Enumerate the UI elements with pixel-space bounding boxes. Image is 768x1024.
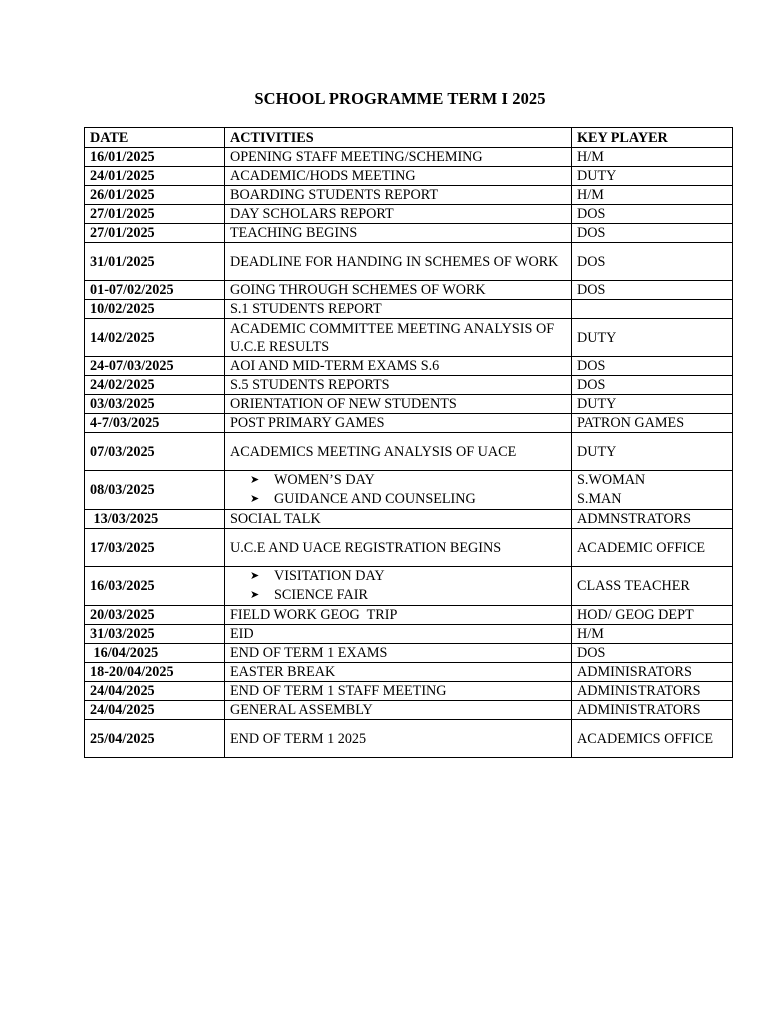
activity-bullet-list [230, 567, 566, 605]
table-row [85, 224, 733, 243]
activity-cell: END OF TERM 1 EXAMS [225, 644, 572, 663]
key-player-cell: ADMINISTRATORS [572, 701, 733, 720]
date-cell: 4-7/03/2025 [85, 414, 225, 433]
date-cell: 24/04/2025 [85, 701, 225, 720]
table-row [85, 148, 733, 167]
table-row [85, 625, 733, 644]
table-row [85, 395, 733, 414]
table-row [85, 205, 733, 224]
activity-cell: END OF TERM 1 2025 [225, 720, 572, 758]
key-player-line: S.MAN [577, 491, 622, 507]
date-cell: 14/02/2025 [85, 319, 225, 357]
table-row [85, 701, 733, 720]
page-title: SCHOOL PROGRAMME TERM I 2025 [254, 89, 546, 108]
key-player-cell: DOS [572, 205, 733, 224]
table-row [85, 300, 733, 319]
activity-cell: DAY SCHOLARS REPORT [225, 205, 572, 224]
activity-cell: GOING THROUGH SCHEMES OF WORK [225, 281, 572, 300]
activity-cell: END OF TERM 1 STAFF MEETING [225, 682, 572, 701]
table-row [85, 682, 733, 701]
activity-cell: DEADLINE FOR HANDING IN SCHEMES OF WORK [225, 243, 572, 281]
table-row [85, 567, 733, 606]
table-row [85, 720, 733, 758]
key-player-cell: ADMNSTRATORS [572, 510, 733, 529]
list-item: ➤ VISITATION DAY [250, 568, 385, 584]
date-cell: 17/03/2025 [85, 529, 225, 567]
key-player-cell: ACADEMIC OFFICE [572, 529, 733, 567]
activity-cell: ACADEMIC/HODS MEETING [225, 167, 572, 186]
activity-cell: ACADEMIC COMMITTEE MEETING ANALYSIS OF U.C.E RESULTS [225, 319, 572, 357]
table-row [85, 357, 733, 376]
date-cell: 27/01/2025 [85, 224, 225, 243]
header-activities: ACTIVITIES [225, 128, 572, 148]
arrow-bullet-icon: ➤ [250, 589, 260, 601]
date-cell: 13/03/2025 [85, 510, 225, 529]
activity-cell: U.C.E AND UACE REGISTRATION BEGINS [225, 529, 572, 567]
key-player-cell: H/M [572, 148, 733, 167]
table-row [85, 471, 733, 510]
date-cell: 24/02/2025 [85, 376, 225, 395]
list-item: ➤ GUIDANCE AND COUNSELING [250, 491, 476, 507]
date-cell: 26/01/2025 [85, 186, 225, 205]
activity-cell: ORIENTATION OF NEW STUDENTS [225, 395, 572, 414]
list-item: ➤ SCIENCE FAIR [250, 587, 368, 603]
date-cell: 24/01/2025 [85, 167, 225, 186]
table-row [85, 433, 733, 471]
table-row [85, 644, 733, 663]
key-player-cell: ADMINISTRATORS [572, 682, 733, 701]
activity-cell: OPENING STAFF MEETING/SCHEMING [225, 148, 572, 167]
date-cell: 16/01/2025 [85, 148, 225, 167]
header-key-player: KEY PLAYER [572, 128, 733, 148]
key-player-cell: DUTY [572, 395, 733, 414]
table-row [85, 319, 733, 357]
activity-cell: SOCIAL TALK [225, 510, 572, 529]
table-row [85, 510, 733, 529]
header-date: DATE [85, 128, 225, 148]
date-cell: 10/02/2025 [85, 300, 225, 319]
key-player-cell: H/M [572, 625, 733, 644]
date-cell: 07/03/2025 [85, 433, 225, 471]
key-player-cell: ACADEMICS OFFICE [572, 720, 733, 758]
key-player-cell: HOD/ GEOG DEPT [572, 606, 733, 625]
activity-cell: POST PRIMARY GAMES [225, 414, 572, 433]
table-row [85, 376, 733, 395]
activity-cell: EID [225, 625, 572, 644]
date-cell: 16/03/2025 [85, 567, 225, 606]
key-player-cell: DUTY [572, 433, 733, 471]
key-player-cell: DUTY [572, 319, 733, 357]
activity-cell: S.5 STUDENTS REPORTS [225, 376, 572, 395]
activity-cell: GENERAL ASSEMBLY [225, 701, 572, 720]
activity-cell: ACADEMICS MEETING ANALYSIS OF UACE [225, 433, 572, 471]
table-row [85, 243, 733, 281]
date-cell: 24-07/03/2025 [85, 357, 225, 376]
key-player-cell: ADMINISRATORS [572, 663, 733, 682]
table-row [85, 167, 733, 186]
key-player-cell: DOS [572, 243, 733, 281]
activity-cell: FIELD WORK GEOG TRIP [225, 606, 572, 625]
activity-cell: AOI AND MID-TERM EXAMS S.6 [225, 357, 572, 376]
activity-cell: BOARDING STUDENTS REPORT [225, 186, 572, 205]
table-header-row [85, 128, 733, 148]
key-player-cell [572, 300, 733, 319]
key-player-cell: DOS [572, 224, 733, 243]
date-cell: 27/01/2025 [85, 205, 225, 224]
date-cell: 18-20/04/2025 [85, 663, 225, 682]
table-row [85, 281, 733, 300]
arrow-bullet-icon: ➤ [250, 570, 260, 582]
programme-table [84, 127, 733, 758]
key-player-cell: DOS [572, 281, 733, 300]
activity-cell: S.1 STUDENTS REPORT [225, 300, 572, 319]
date-cell: 31/03/2025 [85, 625, 225, 644]
table-row [85, 186, 733, 205]
key-player-cell: DOS [572, 376, 733, 395]
key-player-cell: DUTY [572, 167, 733, 186]
key-player-cell: DOS [572, 644, 733, 663]
table-row [85, 663, 733, 682]
arrow-bullet-icon: ➤ [250, 474, 260, 486]
key-player-cell: DOS [572, 357, 733, 376]
date-cell: 20/03/2025 [85, 606, 225, 625]
date-cell: 24/04/2025 [85, 682, 225, 701]
key-player-line: S.WOMAN [577, 472, 646, 488]
table-row [85, 606, 733, 625]
table-row [85, 529, 733, 567]
date-cell: 25/04/2025 [85, 720, 225, 758]
date-cell: 01-07/02/2025 [85, 281, 225, 300]
activity-cell: EASTER BREAK [225, 663, 572, 682]
key-player-cell: H/M [572, 186, 733, 205]
activity-cell [225, 471, 572, 510]
activity-bullet-list [230, 471, 566, 509]
date-cell: 08/03/2025 [85, 471, 225, 510]
key-player-cell: PATRON GAMES [572, 414, 733, 433]
key-player-cell: CLASS TEACHER [572, 567, 733, 606]
date-cell: 31/01/2025 [85, 243, 225, 281]
date-cell: 03/03/2025 [85, 395, 225, 414]
arrow-bullet-icon: ➤ [250, 493, 260, 505]
list-item: ➤ WOMEN’S DAY [250, 472, 375, 488]
date-cell: 16/04/2025 [85, 644, 225, 663]
table-row [85, 414, 733, 433]
key-player-cell [572, 471, 733, 510]
activity-cell: TEACHING BEGINS [225, 224, 572, 243]
activity-cell [225, 567, 572, 606]
